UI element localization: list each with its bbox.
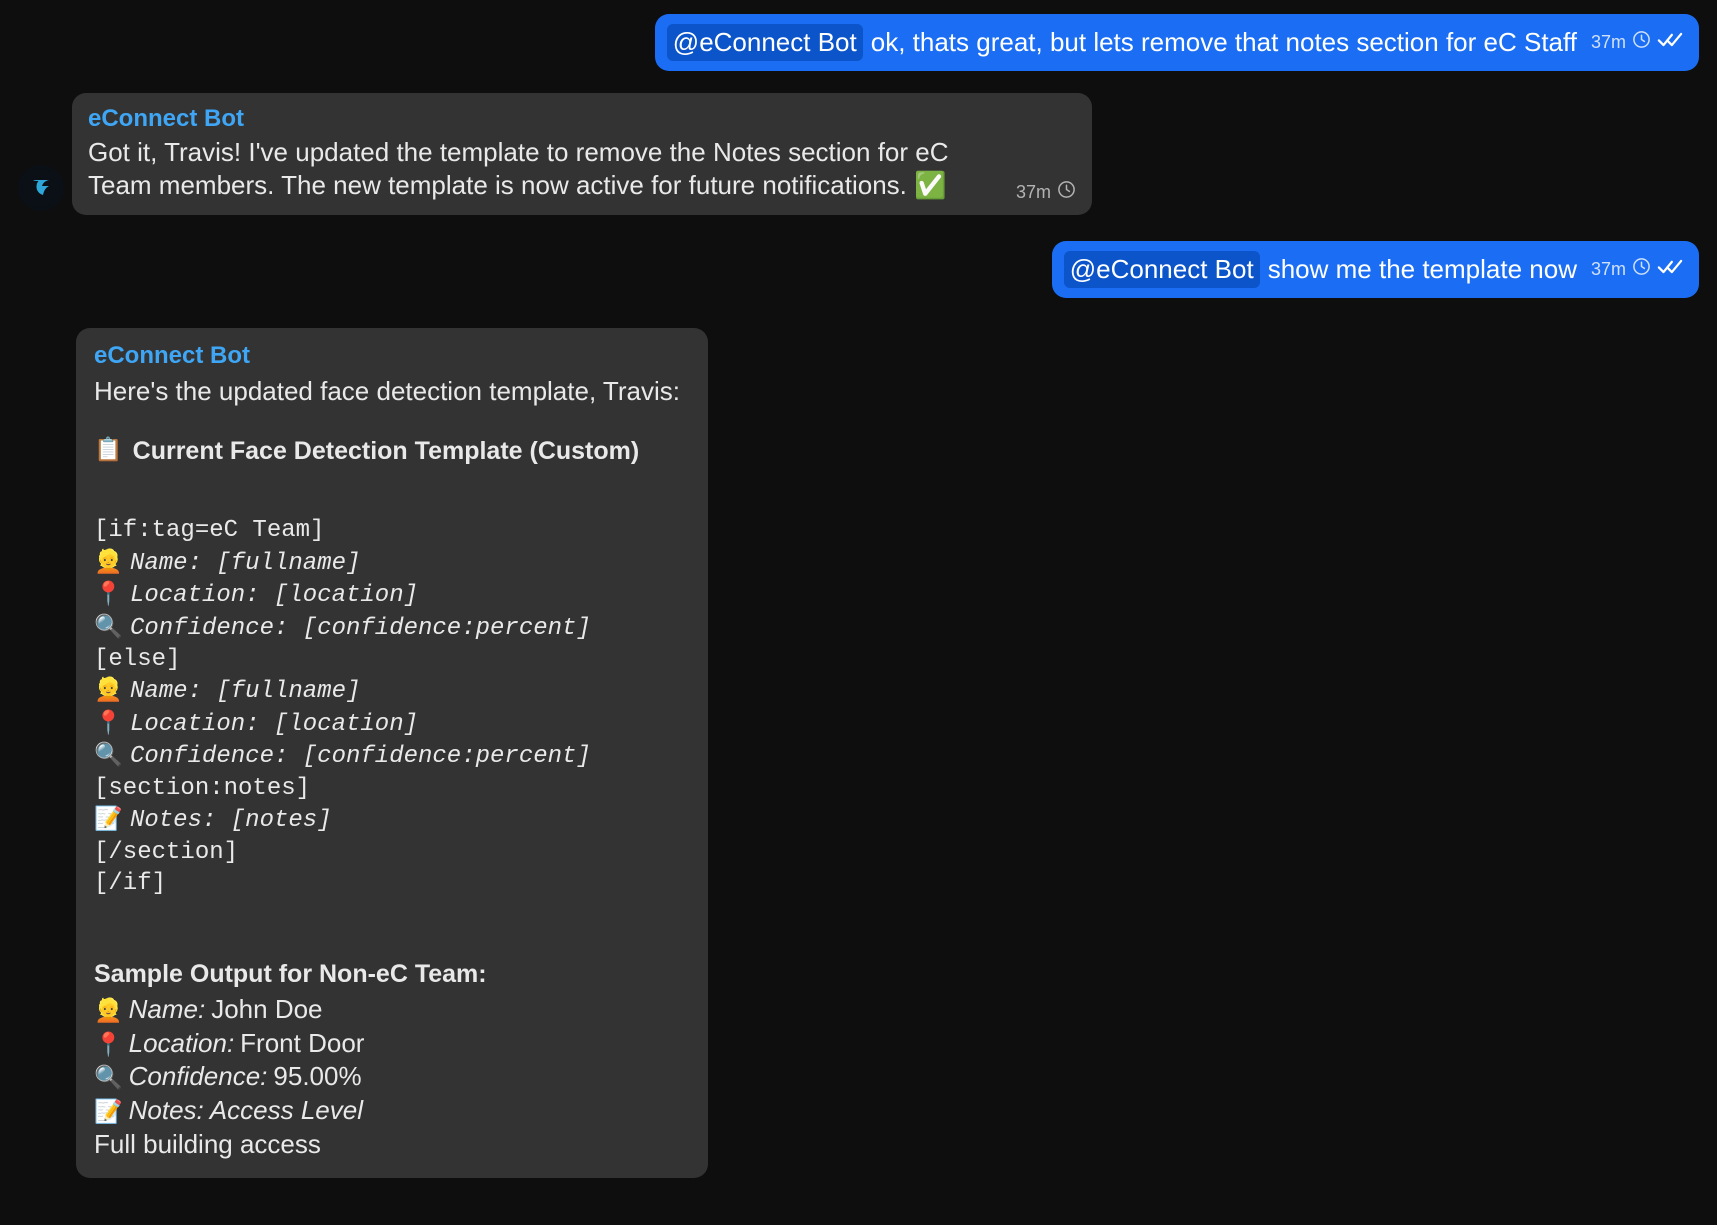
template-header-text: Current Face Detection Template (Custom) (132, 436, 640, 465)
template-code-line (94, 644, 690, 675)
message-bubble-outgoing-1[interactable] (655, 14, 1699, 71)
template-code-line (94, 708, 690, 740)
template-code-line (94, 773, 690, 804)
sample-output-line (94, 1028, 690, 1060)
sample-value: Front Door (240, 1027, 365, 1058)
sample-value: John Doe (211, 994, 323, 1025)
template-header (94, 435, 690, 468)
line-emoji-icon: 🔍 (94, 1065, 123, 1092)
avatar (18, 165, 64, 211)
line-text: [/if] (94, 870, 167, 898)
line-emoji-icon: 📍 (94, 581, 130, 608)
line-emoji-icon: 🔍 (94, 613, 130, 640)
line-text: Confidence: [confidence:percent] (129, 743, 591, 771)
message-timestamp: 37m (1590, 32, 1626, 52)
line-emoji-icon: 📝 (94, 806, 130, 833)
line-emoji-icon: 📍 (94, 1031, 123, 1058)
template-code-line (94, 837, 690, 868)
sender-name: eConnect Bot (88, 104, 244, 132)
line-text: [section:notes] (94, 774, 311, 802)
template-code-line (94, 804, 690, 836)
line-emoji-icon: 📝 (94, 1098, 123, 1125)
sample-value: Access Level (209, 1094, 363, 1125)
sender-name: eConnect Bot (94, 341, 250, 369)
message-bubble-template[interactable] (76, 328, 708, 1178)
message-row-incoming-2 (0, 328, 1717, 1178)
template-code-line (94, 579, 690, 611)
message-timestamp: 37m (1015, 181, 1051, 202)
template-code-line (94, 740, 690, 772)
clipboard-icon: 📋 (94, 437, 123, 464)
line-emoji-icon: 📍 (94, 709, 130, 736)
clock-icon (1632, 257, 1651, 282)
line-text: Location: [location] (129, 582, 418, 610)
line-text: Name: [fullname] (129, 549, 361, 577)
template-code-line (94, 515, 690, 546)
template-code-line (94, 547, 690, 579)
message-meta (1591, 257, 1683, 282)
line-text: Confidence: [confidence:percent] (129, 614, 591, 642)
message-text: ok, thats great, but lets remove that notes section for eC Staff (870, 27, 1577, 57)
sample-value: 95.00% (273, 1061, 362, 1092)
line-text: [/section] (94, 838, 239, 866)
bot-logo-icon (21, 168, 61, 208)
sample-label: Confidence: (128, 1061, 268, 1092)
line-text: [else] (94, 646, 181, 674)
line-emoji-icon: 👱 (94, 998, 123, 1025)
message-row-outgoing-1 (0, 14, 1717, 71)
mention-chip[interactable]: @eConnect Bot (1064, 251, 1260, 288)
line-emoji-icon: 👱 (94, 677, 130, 704)
template-code-block (94, 515, 690, 899)
sample-output-line (94, 1061, 690, 1093)
message-row-outgoing-2 (0, 241, 1717, 298)
message-timestamp: 37m (1590, 259, 1626, 280)
message-text: show me the template now (1267, 254, 1577, 285)
message-bubble-incoming-1[interactable] (72, 93, 1092, 216)
template-code-line (94, 612, 690, 644)
sample-output-block (94, 994, 690, 1126)
line-text: Location: [location] (129, 710, 418, 738)
clock-icon (1632, 30, 1651, 55)
template-code-line (94, 868, 690, 899)
read-receipt-icon (1657, 30, 1683, 55)
message-bubble-outgoing-2[interactable] (1052, 241, 1699, 298)
sample-label: Notes: (128, 1094, 204, 1125)
sample-output-tail: Full building access (94, 1129, 321, 1160)
sample-label: Location: (128, 1027, 235, 1058)
line-emoji-icon: 👱 (94, 548, 130, 575)
line-text: Notes: [notes] (129, 807, 332, 835)
message-meta (1591, 30, 1683, 55)
chat-thread (0, 14, 1717, 1225)
sample-output-line (94, 994, 690, 1026)
template-code-line (94, 675, 690, 707)
read-receipt-icon (1657, 257, 1683, 282)
line-text: Name: [fullname] (129, 678, 361, 706)
message-row-incoming-1 (0, 93, 1717, 216)
sample-output-line (94, 1095, 690, 1127)
sample-output-header: Sample Output for Non-eC Team: (94, 959, 487, 988)
line-text: [if:tag=eC Team] (94, 517, 325, 545)
mention-chip[interactable]: @eConnect Bot (667, 24, 863, 61)
sample-label: Name: (128, 994, 206, 1025)
message-meta (1016, 180, 1076, 205)
line-emoji-icon: 🔍 (94, 742, 130, 769)
message-text: Got it, Travis! I've updated the template to remove the Notes section for eC Team members. The new template is now active for future notifications. ✅ (88, 136, 956, 201)
clock-icon (1057, 180, 1076, 205)
template-intro: Here's the updated face detection template, Travis: (94, 375, 680, 406)
